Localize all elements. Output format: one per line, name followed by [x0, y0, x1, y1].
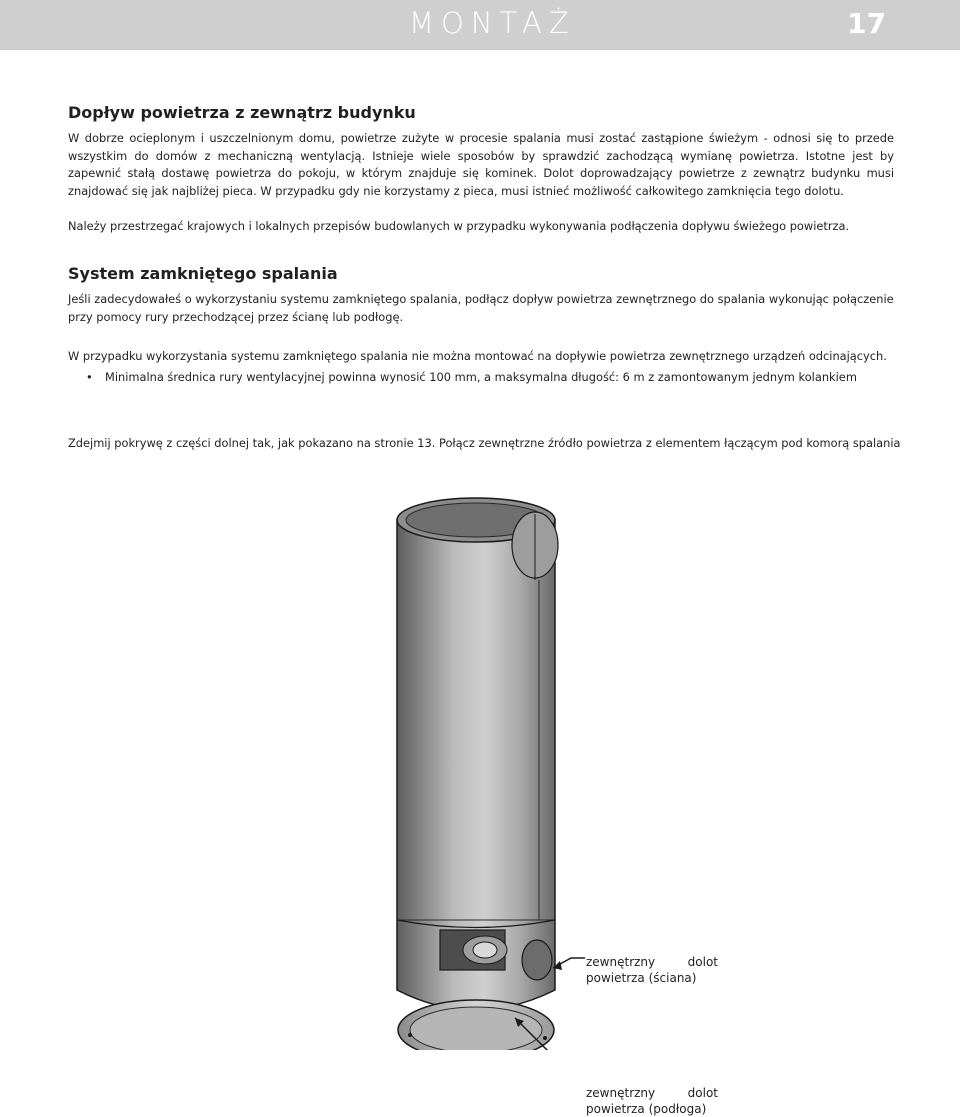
arrow-wall — [553, 958, 585, 970]
paragraph-regulations: Należy przestrzegać krajowych i lokalnych przepisów budowlanych w przypadku wykonywania podłączenia dopływu świeżego powietrza. — [68, 219, 850, 233]
callout-floor-inlet — [586, 1085, 718, 1117]
callout-wall-word2: dolot — [687, 955, 718, 969]
paragraph-air-supply: W dobrze ocieplonym i uszczelnionym domu, powietrze zużyte w procesie spalania musi zostać zastąpione świeżym - odnosi się to przede wszystkim do domów z mechaniczną wentylacją. Istnieje wiele sposobów by sprawdzić zachodzącą wymianę powietrza. Istotne jest by zapewnić stałą dostawę powietrza do pokoju, w którym znajduje się kominek. Dolot doprowadzający powietrze z zewnątrz budynku musi znajdować się jak najbliżej pieca. W przypadku gdy nie korzystamy z pieca, musi istnieć możliwość całkowitego zamknięcia tego dolotu. — [68, 131, 894, 198]
section-heading-air-supply: Dopływ powietrza z zewnątrz budynku — [68, 103, 416, 122]
page-title: MONTAŻ — [409, 6, 576, 40]
callout-wall-word1: zewnętrzny — [586, 955, 656, 969]
paragraph-closed-combustion: Jeśli zadecydowałeś o wykorzystaniu systemu zamkniętego spalania, podłącz dopływ powietrza zewnętrznego do spalania wykonując połączenie przy pomocy rury przechodzącej przez ścianę lub podłogę. — [68, 292, 894, 324]
callout-wall-inlet — [586, 954, 718, 986]
page-number: 17 — [847, 7, 886, 40]
callout-floor-word2: dolot — [687, 1086, 718, 1100]
wall-inlet-opening — [440, 930, 507, 970]
list-item: • Minimalna średnica rury wentylacyjnej powinna wynosić 100 mm, a maksymalna długość: 6 m z zamontowanym jednym kolankiem — [86, 369, 857, 387]
requirements-list — [86, 369, 857, 387]
stove-illustration — [375, 490, 585, 1050]
callout-wall-line2: powietrza (ściana) — [586, 971, 697, 985]
section-heading-closed-combustion: System zamkniętego spalania — [68, 264, 338, 283]
side-port — [522, 940, 552, 980]
callout-floor-line2: powietrza (podłoga) — [586, 1102, 707, 1116]
callout-floor-word1: zewnętrzny — [586, 1086, 656, 1100]
paragraph-remove-cover: Zdejmij pokrywę z części dolnej tak, jak pokazano na stronie 13. Połącz zewnętrzne źródło powietrza z elementem łączącym pod komorą spalania — [68, 436, 901, 450]
paragraph-no-shutoff: W przypadku wykorzystania systemu zamkniętego spalania nie można montować na dopływie powietrza zewnętrznego urządzeń odcinających. — [68, 349, 887, 363]
header-bar — [0, 0, 960, 50]
